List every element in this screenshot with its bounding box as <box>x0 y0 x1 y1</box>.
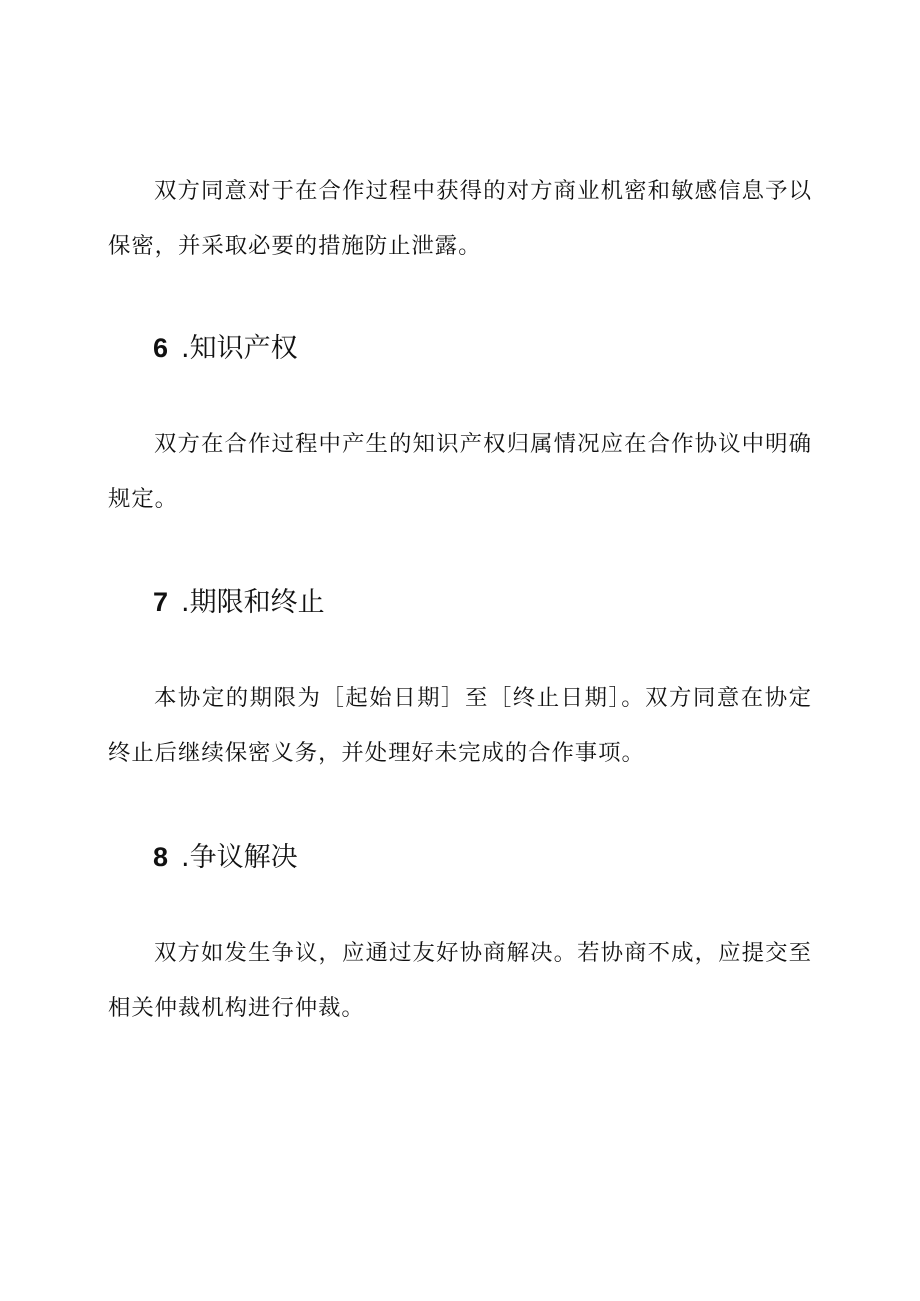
section-8-body: 双方如发生争议，应通过友好协商解决。若协商不成，应提交至相关仲裁机构进行仲裁。 <box>108 940 812 1021</box>
section-6-title: .知识产权 <box>181 333 298 364</box>
section-6-number: 6 <box>153 333 169 363</box>
section-7-number: 7 <box>153 587 169 617</box>
section-6-body: 双方在合作过程中产生的知识产权归属情况应在合作协议中明确规定。 <box>108 431 812 512</box>
section-7-body: 本协定的期限为［起始日期］至［终止日期］。双方同意在协定终止后继续保密义务，并处理好未完成的合作事项。 <box>108 685 812 766</box>
confidentiality-paragraph: 双方同意对于在合作过程中获得的对方商业机密和敏感信息予以保密，并采取必要的措施防止泄露。 <box>108 178 812 259</box>
section-8-heading <box>153 839 298 876</box>
section-7-heading <box>153 584 325 621</box>
section-6-heading <box>153 330 298 367</box>
section-7-title: .期限和终止 <box>181 587 325 618</box>
section-8-number: 8 <box>153 842 169 872</box>
section-8-title: .争议解决 <box>181 842 298 873</box>
